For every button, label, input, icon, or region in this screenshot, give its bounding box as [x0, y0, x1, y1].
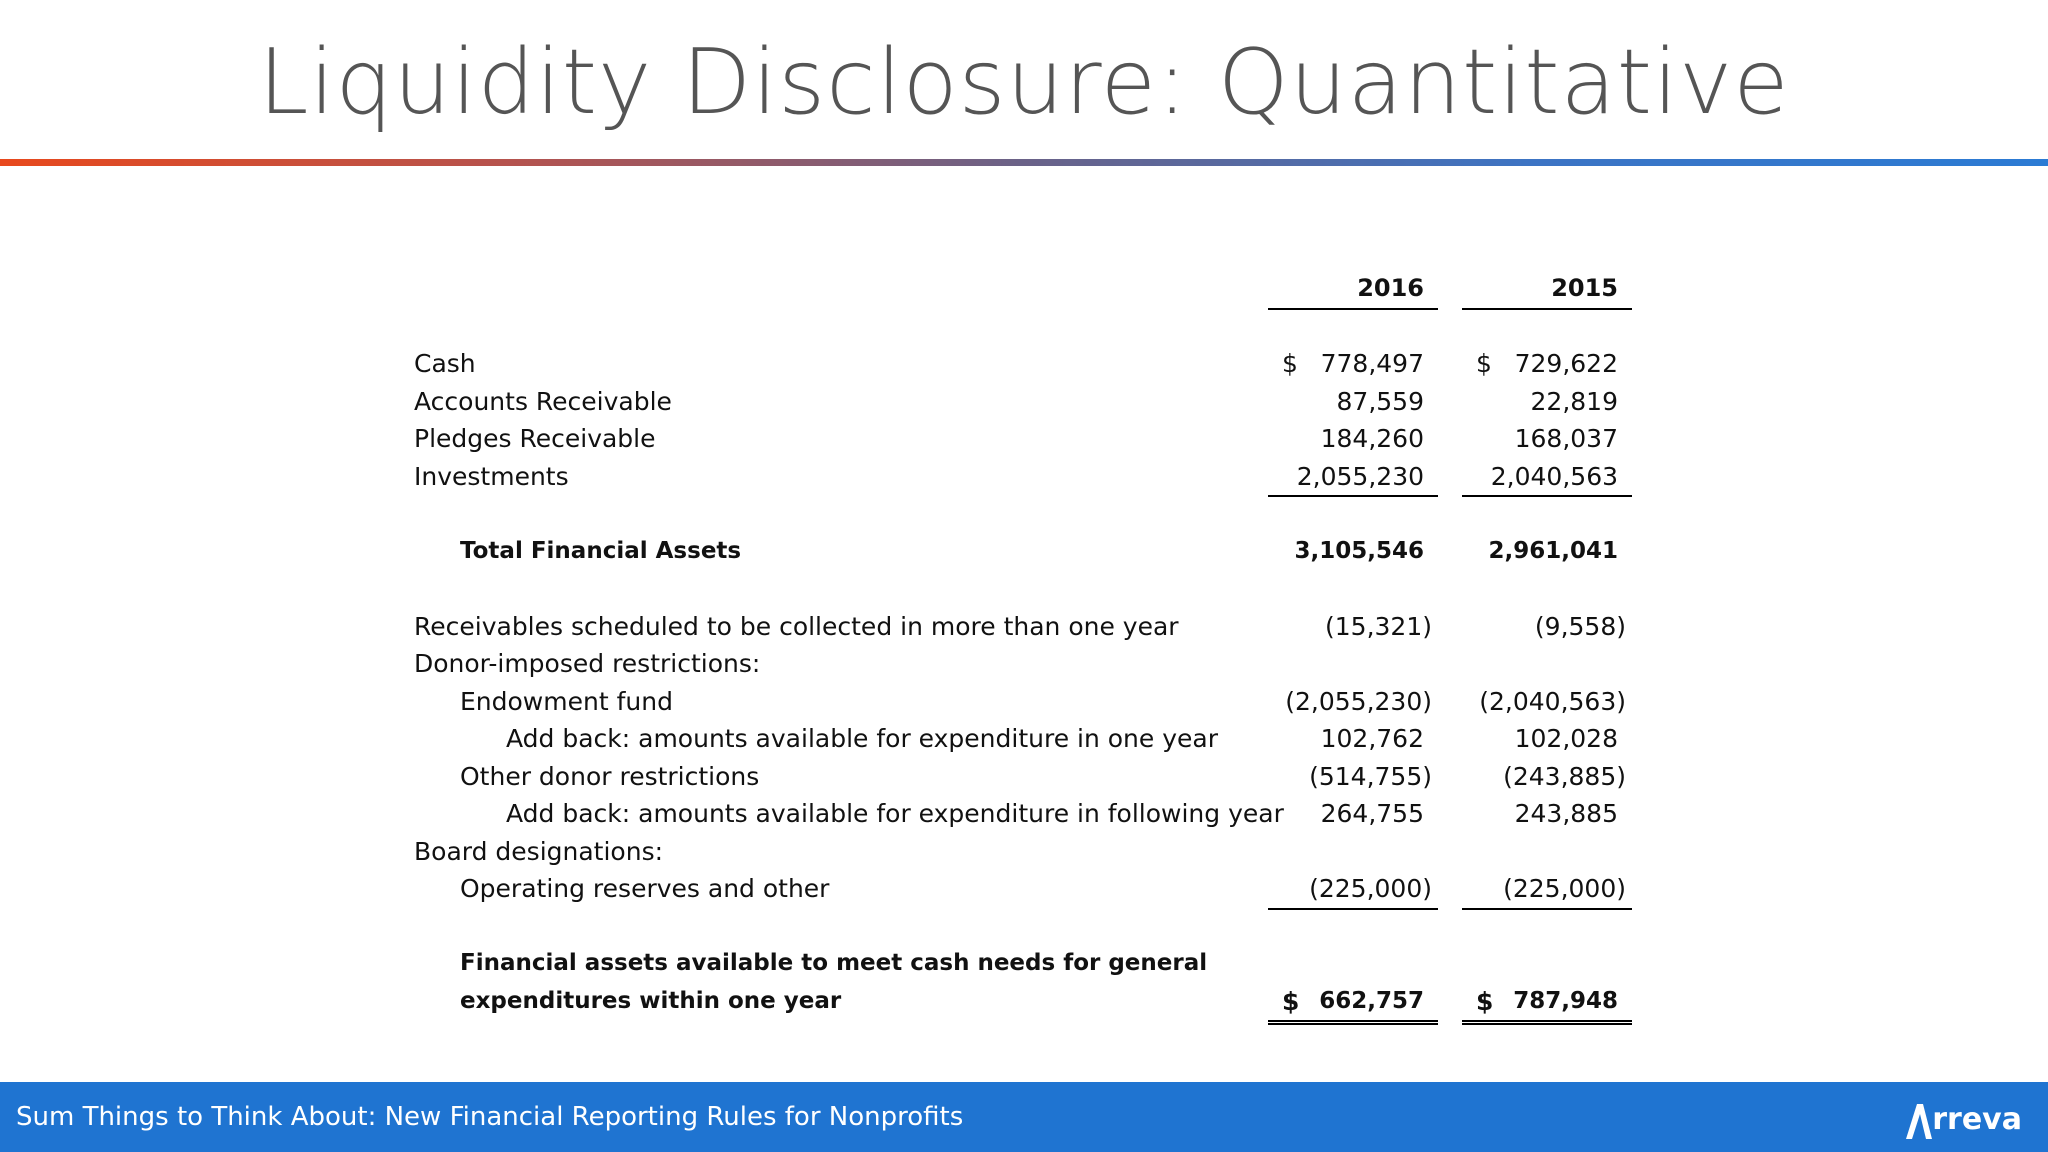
value-2016: 3,105,546 — [1294, 537, 1424, 564]
value-2015: (9,558) — [1534, 611, 1626, 641]
value-2016: (514,755) — [1309, 761, 1432, 791]
dollar-sign: $ — [1282, 349, 1298, 378]
row-label: Pledges Receivable — [414, 424, 656, 453]
table-row-endowment-fund — [414, 683, 1634, 721]
value-2016: (15,321) — [1325, 611, 1432, 641]
row-label: Operating reserves and other — [460, 874, 830, 903]
header-2016-cell — [1268, 270, 1438, 310]
table-row-cash — [414, 345, 1634, 383]
value-2015: 729,622 — [1514, 349, 1618, 378]
value-2016: 778,497 — [1320, 349, 1424, 378]
row-label: Add back: amounts available for expenditure in one year — [506, 724, 1218, 753]
table-row-add-back-one-year — [414, 720, 1634, 758]
dollar-sign: $ — [1282, 986, 1300, 1016]
value-2016: (225,000) — [1309, 874, 1432, 903]
value-2016: 87,559 — [1336, 386, 1424, 416]
value-2016: 184,260 — [1320, 424, 1424, 453]
table-row-donor-restrictions-heading — [414, 645, 1634, 683]
table-row-long-term-receivables — [414, 608, 1634, 646]
table-row-total-financial-assets — [414, 533, 1634, 571]
row-label: Receivables scheduled to be collected in more than one year — [414, 611, 1179, 641]
row-label: Add back: amounts available for expenditure in following year — [506, 799, 1284, 828]
value-2016: 2,055,230 — [1296, 461, 1424, 491]
table-row-pledges-receivable — [414, 420, 1634, 458]
value-2015: (225,000) — [1503, 874, 1626, 903]
value-2015: 22,819 — [1530, 386, 1618, 416]
value-2016: (2,055,230) — [1285, 686, 1432, 716]
row-label: Accounts Receivable — [414, 386, 672, 416]
table-row-available-assets-line2 — [414, 983, 1634, 1021]
table-row-accounts-receivable — [414, 383, 1634, 421]
value-2016: 102,762 — [1320, 724, 1424, 753]
table-row-add-back-following-year — [414, 795, 1634, 833]
arreva-a-icon — [1904, 1102, 1934, 1140]
dollar-sign: $ — [1476, 349, 1492, 378]
header-2015-cell — [1462, 270, 1632, 310]
arreva-logo — [1904, 1096, 2022, 1140]
value-2015: 787,948 — [1513, 987, 1618, 1014]
footer-bar — [0, 1082, 2048, 1152]
footer-text: Sum Things to Think About: New Financial Reporting Rules for Nonprofits — [16, 1102, 964, 1132]
table-header-row — [414, 270, 1634, 308]
row-label: Board designations: — [414, 836, 664, 866]
slide-title: Liquidity Disclosure: Quantitative — [258, 30, 1790, 135]
value-2016: 264,755 — [1320, 799, 1424, 828]
row-label: Endowment fund — [460, 686, 673, 716]
logo-text: rreva — [1932, 1102, 2022, 1137]
table-row-available-assets-line1 — [414, 945, 1634, 983]
value-2015: 102,028 — [1514, 724, 1618, 753]
value-2015: 243,885 — [1514, 799, 1618, 828]
value-2016: 662,757 — [1319, 987, 1424, 1014]
row-label: Donor-imposed restrictions: — [414, 649, 761, 678]
row-label: Financial assets available to meet cash needs for general — [460, 950, 1208, 976]
title-divider — [0, 159, 2048, 166]
dollar-sign: $ — [1476, 986, 1494, 1016]
header-2016: 2016 — [1357, 274, 1424, 302]
table-row-operating-reserves — [414, 870, 1634, 908]
row-label: Investments — [414, 461, 569, 491]
row-label: Total Financial Assets — [460, 537, 742, 564]
table-row-other-donor-restrictions — [414, 758, 1634, 796]
row-label: Cash — [414, 349, 476, 378]
value-2015: (243,885) — [1503, 761, 1626, 791]
table-row-board-designations-heading — [414, 833, 1634, 871]
value-2015: (2,040,563) — [1479, 686, 1626, 716]
value-2015: 2,040,563 — [1490, 461, 1618, 491]
liquidity-table — [414, 270, 1634, 1020]
row-label: Other donor restrictions — [460, 761, 760, 791]
header-2015: 2015 — [1551, 274, 1618, 302]
table-row-investments — [414, 458, 1634, 496]
row-label: expenditures within one year — [460, 987, 842, 1014]
value-2015: 168,037 — [1514, 424, 1618, 453]
value-2015: 2,961,041 — [1488, 537, 1618, 564]
